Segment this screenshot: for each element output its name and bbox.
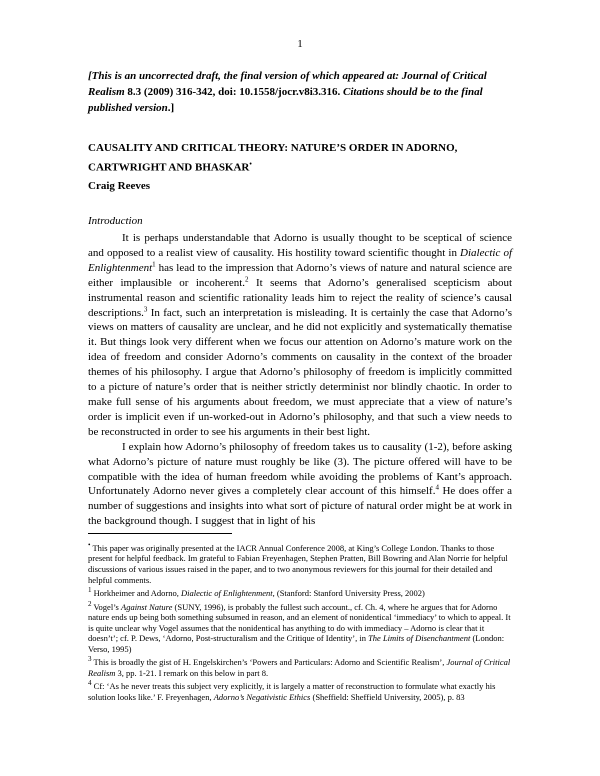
footnote-italic: Adorno’s Negativistic Ethics [213,691,311,702]
footnote-star [88,540,512,585]
footnote-text: Vogel’s [91,601,121,612]
paragraph-1-segment: has lead to the impression that Adorno’s views of nature and natural science are either implausible or incoherent. [88,261,512,289]
author-name: Craig Reeves [88,180,151,192]
footnotes [88,540,512,702]
footnote-text: (London: Verso, 1995) [88,633,505,654]
draft-note-part4: .] [167,102,175,114]
body-text [88,231,512,529]
footnote-1 [88,585,512,598]
footnote-italic: Journal of Critical Realism [88,657,511,678]
footnote-italic: Dialectic of Enlightenment [181,588,273,599]
footnote-text: 3, pp. 1-21. I remark on this below in part 8. [115,667,269,678]
footnote-3 [88,654,512,678]
footnote-marker: 2 [88,599,92,608]
footnote-ref-2[interactable]: 2 [245,275,249,284]
footnote-marker: 4 [88,679,92,688]
paragraph-1-segment: In fact, such an interpretation is misleading. It is certainly the case that Adorno’s views on matters of causality are unclear, and he did not explicitly and systematically thematise it. But things look very different when we focus our attention on Adorno’s mature work on the idea of freedom and consider Adorno’s comments on causality in the context of the broader themes of his philosophy. I argue that Adorno’s philosophy of freedom is implicitly committed to a picture of nature’s order that is neither strictly determinist nor blindly chaotic. In order to make full sense of his arguments about freedom, we must appreciate that a view of nature’s order is implicit even if un-worked-out in Adorno’s philosophy, and that such a view needs to be reconstructed in order to see his arguments in their best light. [88,306,512,438]
footnote-italic: The Limits of Disenchantment [368,633,471,644]
footnote-marker: 3 [88,655,92,664]
footnote-ref-1[interactable]: 1 [152,260,156,269]
footnote-ref-4[interactable]: 4 [435,483,439,492]
draft-note-part2: 8.3 (2009) 316-342, doi: 10.1558/jocr.v8i3.316. [124,86,344,98]
footnote-text: This is broadly the gist of H. Engelskirchen’s ‘Powers and Particulars: Adorno and Scientific Realism’, [91,657,447,668]
footnote-text: (Sheffield: Sheffield University, 2005), p. 83 [310,691,465,702]
footnote-text: This paper was originally presented at the IACR Annual Conference 2008, at King’s College London. Thanks to those present for helpful feedback. Im grateful to Fabian Freyenhagen, Stephen Pratten, Bill Bowring and Alan Norrie for helpful discussions of various issues raised in the paper, and to two anonymous reviewers for this journal for their detailed and helpful comments. [88,542,508,585]
paragraph-1-segment: It seems that Adorno’s generalised scepticism about instrumental reason and scientific rationality leads him to reject the reality of science’s causal descriptions. [88,276,513,319]
footnote-4 [88,678,512,702]
paragraph-2-segment: I explain how Adorno’s philosophy of freedom takes us to causality (1-2), before asking what Adorno’s picture of nature must roughly be like (3). The picture offered will have to be compatible with the idea of human freedom while avoiding the problems of Kant’s approach. Unfortunately Adorno never gives a completely clear account of this himself. [88,440,512,498]
paper-title-text: CAUSALITY AND CRITICAL THEORY: NATURE’S ORDER IN ADORNO, CARTWRIGHT AND BHASKAR [88,142,458,174]
paragraph-2-segment: He does offer a number of suggestions and insights into what sort of picture of natural order might be at work in the background though. I suggest that in light of his [88,485,512,528]
footnote-text: Cf: ‘As he never treats this subject very explicitly, it is largely a matter of reconstruction to formulate what exactly his solution looks like.’ F. Freyenhagen, [88,681,496,702]
footnote-ref-3[interactable]: 3 [143,304,148,313]
footnote-italic: Against Nature [121,601,173,612]
footnote-marker: • [88,541,91,549]
title-footnote-marker[interactable]: • [249,160,252,168]
paragraph-1 [88,231,512,440]
book-title: Dialectic of Enlightenment [88,246,512,274]
footnote-2 [88,599,512,655]
footnote-marker: 1 [88,586,92,595]
paper-title [88,140,512,176]
draft-note-part3: Citations should be to the final published version [88,86,483,114]
draft-note [88,68,512,116]
page-number: 1 [297,38,303,50]
footnote-divider [88,533,232,534]
section-heading: Introduction [88,215,143,227]
footnote-text: Horkheimer and Adorno, [91,588,182,599]
paragraph-1-segment: It is perhaps understandable that Adorno is usually thought to be sceptical of science and opposed to a realist view of causality. His hostility toward scientific thought in [88,232,512,259]
footnote-text: (SUNY, 1996), is probably the fullest such account., cf. Ch. 4, where he argues that for Adorno nature ends up being both something subsumed in reason, and an element of nonidentical ‘immediacy’ to which to appeal. It is quite unclear why Vogel assumes that the nonidentical has anything to do with immediacy – Adorno is clear that it doesn’t’; cf. P. Dews, ‘Adorno, Post-structuralism and the Critique of Identity’, in [88,601,511,644]
draft-note-part1: [This is an uncorrected draft, the final version of which appeared at: Journal of Critical Realism [88,70,487,98]
footnote-text: , (Stanford: Stanford University Press, 2002) [272,588,425,599]
paragraph-2 [88,440,512,529]
